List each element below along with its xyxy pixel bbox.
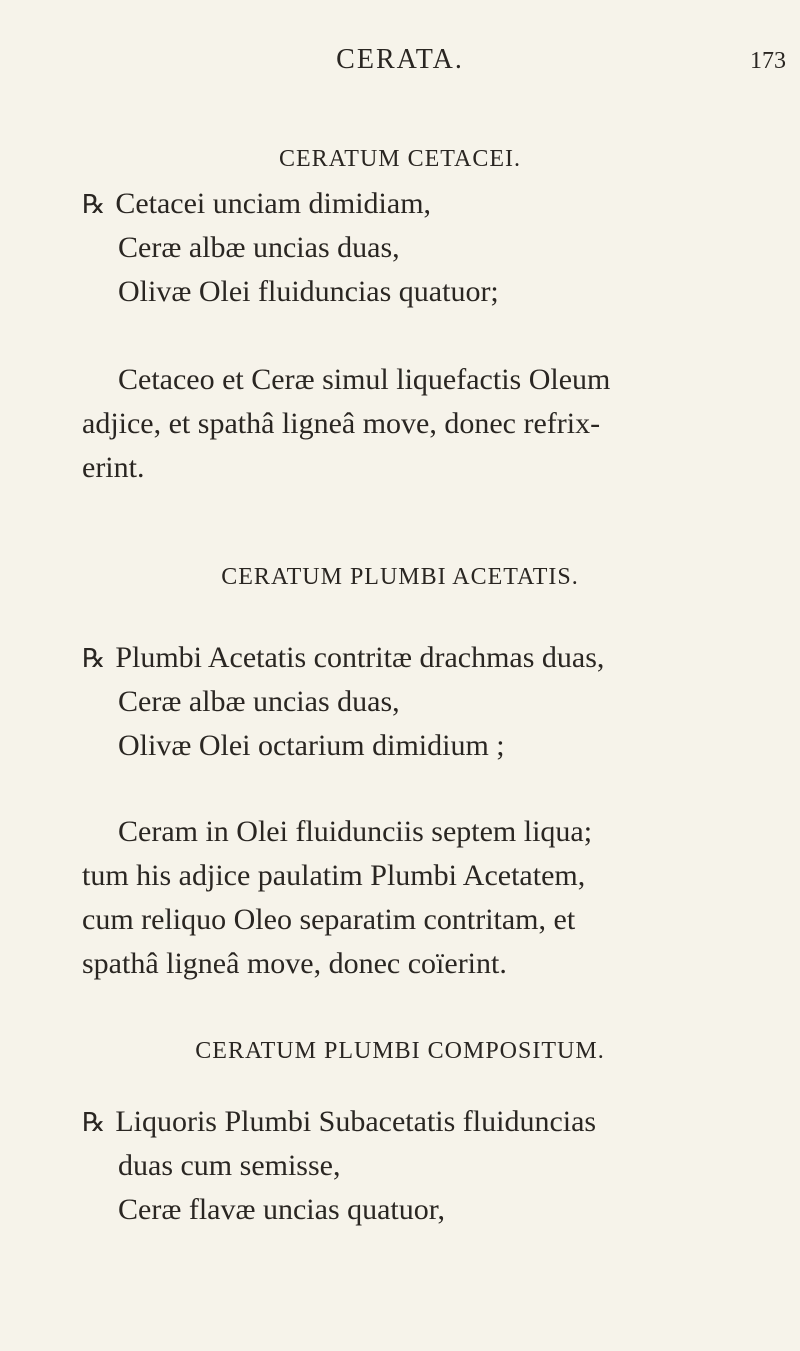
ingredient-line: ℞ Plumbi Acetatis contritæ drachmas duas, — [82, 641, 605, 674]
recipe-symbol: ℞ — [82, 644, 106, 673]
ingredient-line: ℞ Liquoris Plumbi Subacetatis fluiduncias — [82, 1105, 597, 1138]
section-heading-ceratum-cetacei: CERATUM CETACEI. — [278, 146, 522, 172]
ingredient-line: Olivæ Olei fluiduncias quatuor; — [118, 275, 499, 308]
ingredient-line: ℞ Cetacei unciam dimidiam, — [82, 187, 432, 220]
instruction-line: erint. — [82, 451, 145, 484]
ingredient-line: Ceræ albæ uncias duas, — [118, 685, 400, 718]
section-heading-ceratum-plumbi-acetatis: CERATUM PLUMBI ACETATIS. — [221, 564, 579, 590]
running-head-title: CERATA. — [336, 44, 464, 75]
ingredient-line: duas cum semisse, — [118, 1149, 341, 1182]
recipe-symbol: ℞ — [82, 190, 106, 219]
instruction-line: cum reliquo Oleo separatim contritam, et — [82, 903, 576, 936]
instruction-line: Ceram in Olei fluidunciis septem liqua; — [118, 815, 593, 848]
running-head — [0, 44, 800, 84]
ingredient-line: Ceræ albæ uncias duas, — [118, 231, 400, 264]
ingredient-line: Olivæ Olei octarium dimidium ; — [118, 729, 505, 762]
section-heading-ceratum-plumbi-compositum: CERATUM PLUMBI COMPOSITUM. — [195, 1038, 605, 1064]
recipe-symbol: ℞ — [82, 1108, 106, 1137]
instruction-line: spathâ ligneâ move, donec coïerint. — [82, 947, 507, 980]
instruction-line: tum his adjice paulatim Plumbi Acetatem, — [82, 859, 586, 892]
instruction-line: adjice, et spathâ ligneâ move, donec refrix- — [82, 407, 601, 440]
page-number: 173 — [750, 48, 786, 74]
ingredient-line: Ceræ flavæ uncias quatuor, — [118, 1193, 446, 1226]
instruction-line: Cetaceo et Ceræ simul liquefactis Oleum — [118, 363, 611, 396]
